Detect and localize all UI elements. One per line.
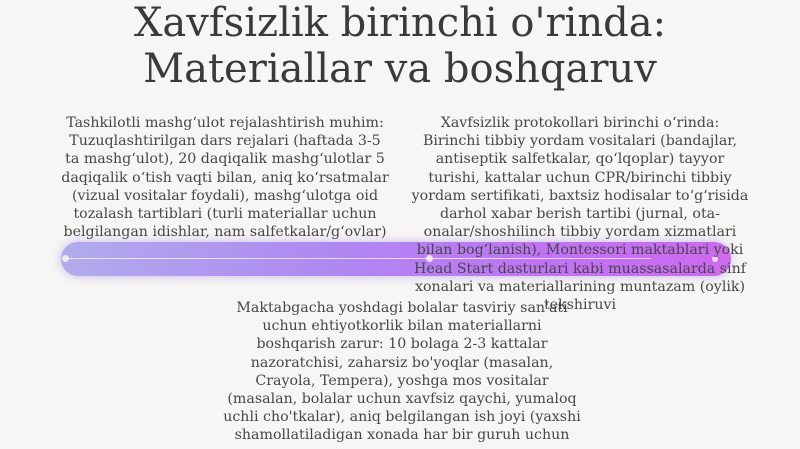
text-block-planning: Tashkilotli mashgʻulot rejalashtirish muhim: Tuzuqlashtirilgan dars rejalari (haftada 3-5 ta mashgʻulot), 20 daqiqalik mashgʻulotlar 5 daqiqalik oʻtish vaqti bilan, aniq koʻrsatmalar (vizual vositalar foydali), mashgʻulotga oid tozalash tartiblari (turli materiallar uchun belgilangan idishlar, nam salfetkalar/gʻovlar) (61, 115, 389, 241)
title-line-1: Xavfsizlik birinchi o'rinda: (133, 0, 667, 46)
title-line-2: Materiallar va boshqaruv (143, 46, 657, 92)
text-block-safety-protocols: Xavfsizlik protokollari birinchi oʻrinda: Birinchi tibbiy yordam vositalari (bandajlar, antiseptik salfetkalar, qoʻlqoplar) tayyor turishi, kattalar uchun CPR/birinchi tibbiy yordam sertifikati, baxtsiz hodisalar toʻgʻrisida darhol xabar berish tartibi (jurnal, ota-onalar/shoshilinch tibbiy yordam xizmatlari bilan bogʻlanish), Montessori maktablari yoki Head Start dasturlari kabi muassasalarda sinf xonalari va materiallarining muntazam (oylik) tekshiruvi (411, 115, 749, 314)
text-block-materials: Maktabgacha yoshdagi bolalar tasviriy san'ati uchun ehtiyotkorlik bilan materiallarni boshqarish zarur: 10 bolaga 2-3 kattalar nazoratchisi, zaharsiz bo'yoqlar (masalan, Crayola, Tempera), yoshga mos vositalar (masalan, bolalar uchun xavfsiz qaychi, yumaloq uchli cho'tkalar), aniq belgilangan ish joyi (yaxshi shamollatiladigan xonada har bir guruh uchun (223, 300, 581, 444)
page-title (0, 0, 800, 92)
timeline-marker-1 (62, 255, 69, 262)
